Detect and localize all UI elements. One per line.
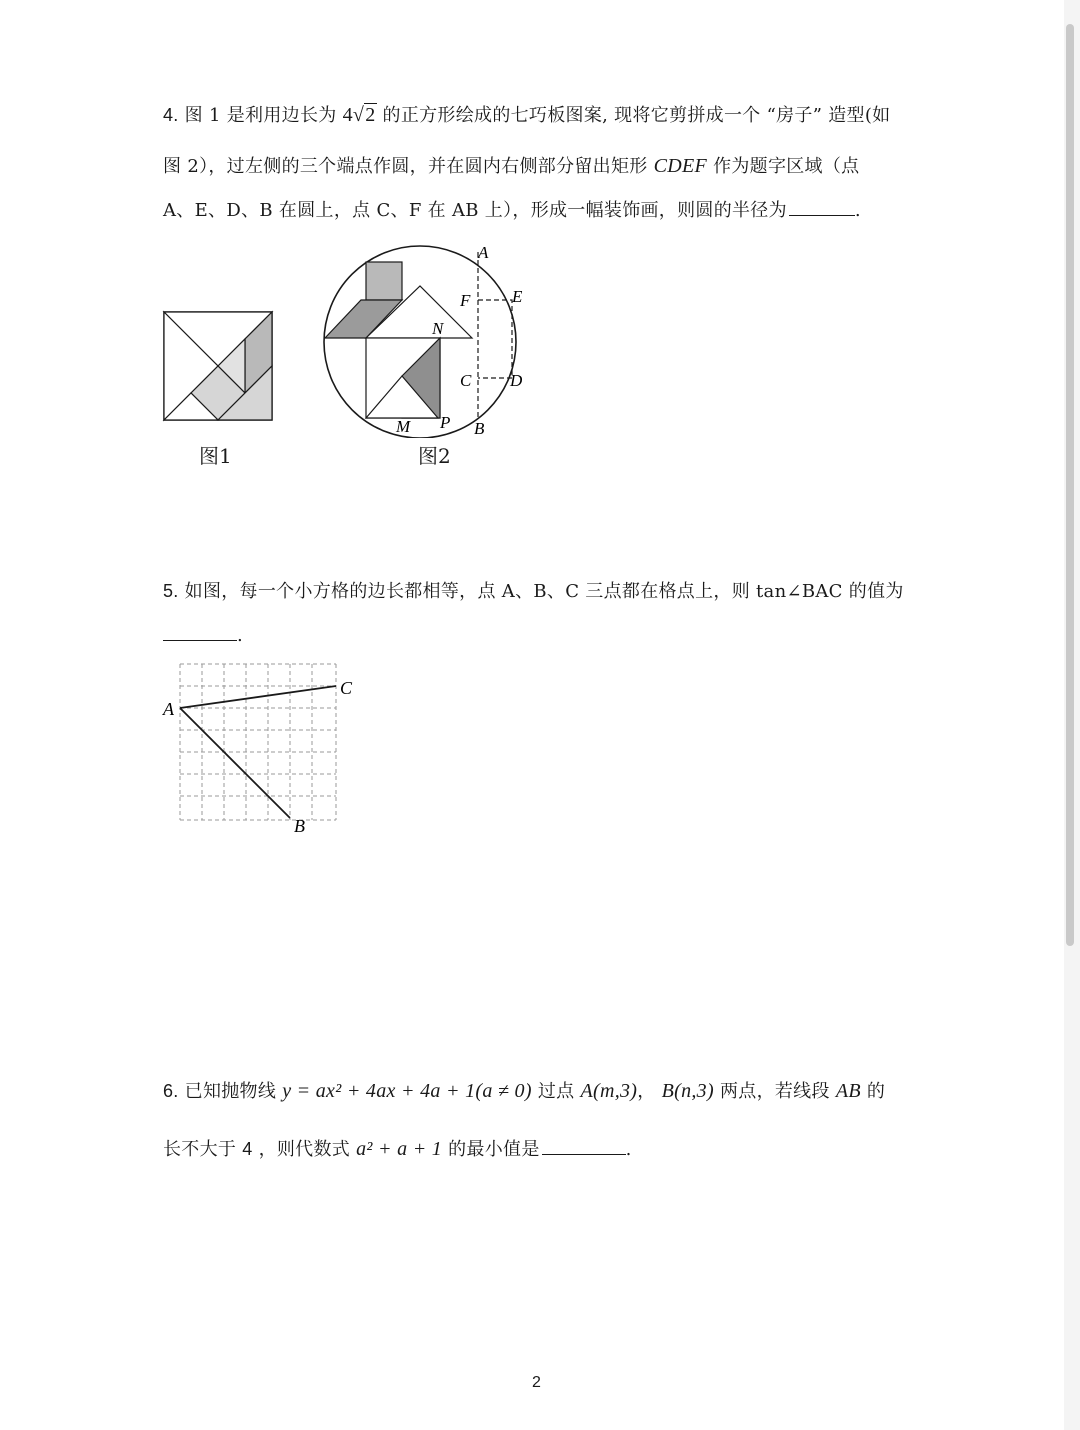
q4-answer-blank[interactable] (789, 197, 855, 216)
q6-limit: 4 (242, 1139, 253, 1159)
tangram-figure-2 (318, 238, 536, 438)
q6-line1 (163, 1078, 885, 1105)
q6-text-2b: ，则代数式 (258, 1139, 351, 1160)
chimney-square (366, 262, 402, 300)
q5-text-1: 如图，每一个小方格的边长都相等，点 A、B、C 三点都在格点上，则 tan∠BAC 的值为 (184, 581, 904, 602)
q6-point-A: A(m,3) (580, 1080, 638, 1102)
q4-side-root: 2 (365, 104, 376, 126)
q5-number: 5. (163, 581, 179, 601)
q6-text-1a: 已知抛物线 (184, 1081, 277, 1102)
sqrt-symbol: √2 (352, 104, 376, 126)
fig2-caption: 图2 (418, 444, 451, 468)
page-number: 2 (532, 1374, 541, 1391)
q6-line2 (163, 1136, 632, 1163)
q5-line2 (163, 622, 243, 649)
q5-line1 (163, 578, 904, 605)
rectangle-CDEF (478, 300, 512, 378)
fig1-caption: 图1 (199, 444, 232, 468)
q4-text-2a: 图 2），过左侧的三个端点作圆，并在圆内右侧部分留出矩形 (163, 156, 648, 177)
label-A-grid: A (163, 699, 174, 719)
label-P: P (440, 413, 451, 432)
label-F: F (460, 291, 471, 310)
q4-number: 4. (163, 105, 179, 125)
q6-text-1b: 过点 (537, 1081, 575, 1102)
q4-line3 (163, 197, 861, 224)
label-N: N (432, 319, 444, 338)
q6-number: 6. (163, 1081, 179, 1101)
q6-text-2a: 长不大于 (163, 1139, 237, 1160)
label-D: D (510, 371, 523, 390)
q6-text-2c: 的最小值是 (448, 1139, 540, 1160)
q6-text-1c: 两点，若线段 (719, 1081, 830, 1102)
label-C-grid: C (340, 678, 353, 698)
q4-line2 (163, 153, 859, 180)
q6-segment: AB (835, 1080, 861, 1102)
q6-expression: a² + a + 1 (356, 1138, 443, 1160)
grid-lines (180, 664, 336, 820)
q4-side-coef: 4 (342, 104, 353, 126)
q6-sep: ， (637, 1081, 656, 1102)
segment-AC (180, 686, 336, 708)
q5-end-dot: . (237, 625, 244, 646)
q6-text-1d: 的 (866, 1081, 886, 1102)
label-E: E (512, 287, 523, 306)
scrollbar-thumb[interactable] (1066, 24, 1074, 946)
label-B: B (474, 419, 485, 438)
q4-text-3: A、E、D、B 在圆上，点 C、F 在 AB 上），形成一幅装饰画，则圆的半径为 (163, 200, 787, 221)
q4-text-1a: 图 1 是利用边长为 (184, 105, 337, 126)
segment-AB (180, 708, 290, 818)
label-A: A (478, 243, 489, 262)
q4-text-1b: 的正方形绘成的七巧板图案, 现将它剪拼成一个 “房子” 造型(如 (382, 105, 891, 126)
tangram-figure-1 (160, 308, 278, 424)
q4-rect-name: CDEF (653, 155, 708, 177)
q6-end-dot: . (625, 1139, 632, 1160)
grid-figure (160, 660, 360, 840)
label-M: M (396, 417, 411, 436)
q4-text-2b: 作为题字区域（点 (713, 156, 860, 177)
q5-answer-blank[interactable] (163, 622, 237, 641)
q6-point-B: B(n,3) (661, 1080, 714, 1102)
q4-end-dot: . (854, 200, 861, 221)
q4-line1 (163, 102, 890, 129)
label-C: C (460, 371, 472, 390)
q6-equation: y = ax² + 4ax + 4a + 1(a ≠ 0) (282, 1080, 532, 1102)
label-B-grid: B (294, 816, 305, 836)
q6-answer-blank[interactable] (542, 1136, 626, 1155)
